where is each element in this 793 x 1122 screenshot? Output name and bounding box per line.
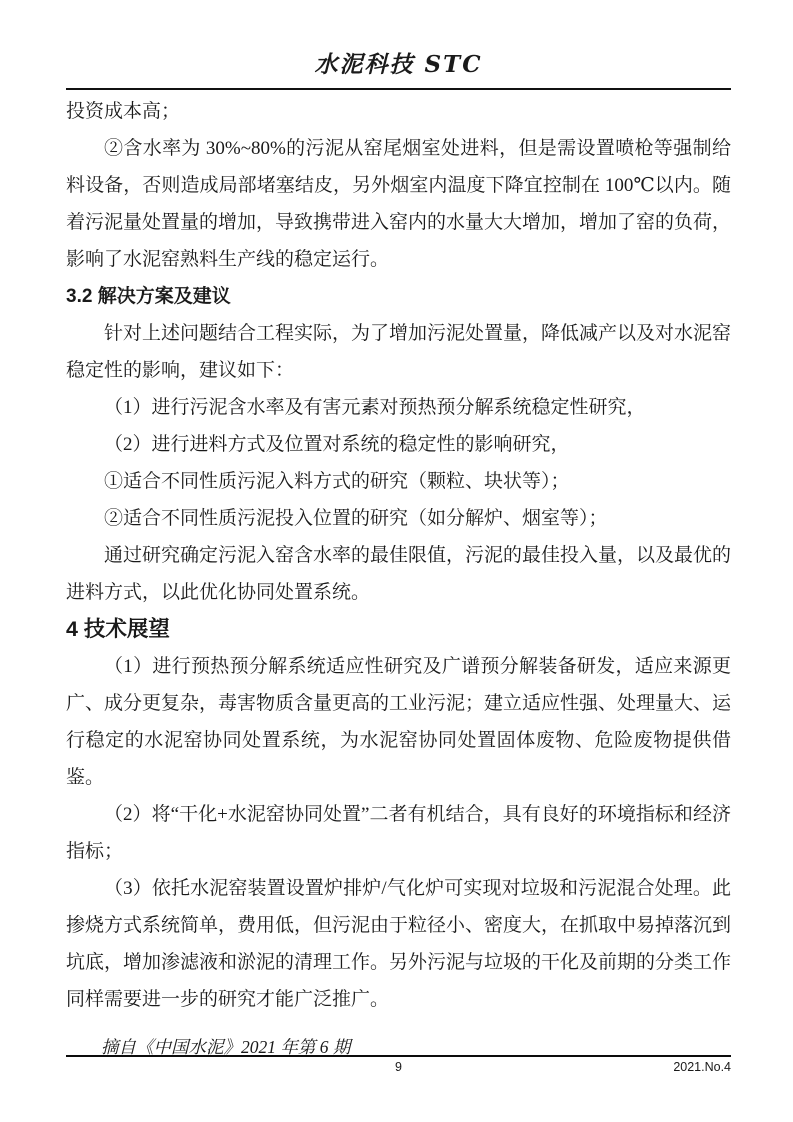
paragraph-outlook-3: （3）依托水泥窑装置设置炉排炉/气化炉可实现对垃圾和污泥混合处理。此掺烧方式系统简单，费用低，但污泥由于粒径小、密度大，在抓取中易掉落沉到坑底，增加渗滤液和淤泥的清理工作。另外污泥与垃圾的干化及前期的分类工作同样需要进一步的研究才能广泛推广。 (66, 878, 732, 1010)
paragraph-outlook-1: （1）进行预热预分解系统适应性研究及广谱预分解装备研发，适应来源更广、成分更复杂，毒害物质含量更高的工业污泥；建立适应性强、处理量大、运行稳定的水泥窑协同处置系统，为水泥窑协同处置固体废物、危险废物提供借鉴。 (66, 656, 732, 788)
paragraph-suggestion-2: （2）进行进料方式及位置对系统的稳定性的影响研究， (104, 434, 570, 455)
issue-label: 2021.No.4 (673, 1060, 731, 1074)
paragraph-research-conclusion: 通过研究确定污泥入窑含水率的最佳限值，污泥的最佳投入量，以及最优的进料方式，以此优化协同处置系统。 (66, 545, 732, 603)
paragraph-suggestion-1: （1）进行污泥含水率及有害元素对预热预分解系统稳定性研究， (104, 397, 646, 418)
document-body (66, 93, 731, 1066)
citation-source: 摘自《中国水泥》2021 年第 6 期 (101, 1037, 351, 1057)
paragraph-intro: 投资成本高； (66, 101, 181, 122)
paragraph-suggestions-lead: 针对上述问题结合工程实际，为了增加污泥处置量，降低减产以及对水泥窑稳定性的影响，建议如下： (66, 323, 732, 381)
heading-3-2-solutions: 3.2 解决方案及建议 (66, 286, 231, 307)
paragraph-moisture-feed: ②含水率为 30%~80%的污泥从窑尾烟室处进料，但是需设置喷枪等强制给料设备，否则造成局部堵塞结皮，另外烟室内温度下降宜控制在 100℃以内。随着污泥量处置量的增加，导致携带进入窑内的水量大大增加，增加了窑的负荷，影响了水泥窑熟料生产线的稳定运行。 (66, 138, 732, 270)
journal-title: 水泥科技 STC (314, 51, 483, 78)
paragraph-suggestion-2a: ①适合不同性质污泥入料方式的研究（颗粒、块状等）； (104, 471, 570, 492)
heading-4-outlook: 4 技术展望 (66, 617, 170, 641)
paragraph-outlook-2: （2）将“干化+水泥窑协同处置”二者有机结合，具有良好的环境指标和经济指标； (66, 804, 731, 862)
page-header (66, 0, 731, 90)
page-footer (66, 1055, 731, 1079)
page-number: 9 (395, 1060, 402, 1074)
paragraph-suggestion-2b: ②适合不同性质污泥投入位置的研究（如分解炉、烟室等）； (104, 508, 608, 529)
